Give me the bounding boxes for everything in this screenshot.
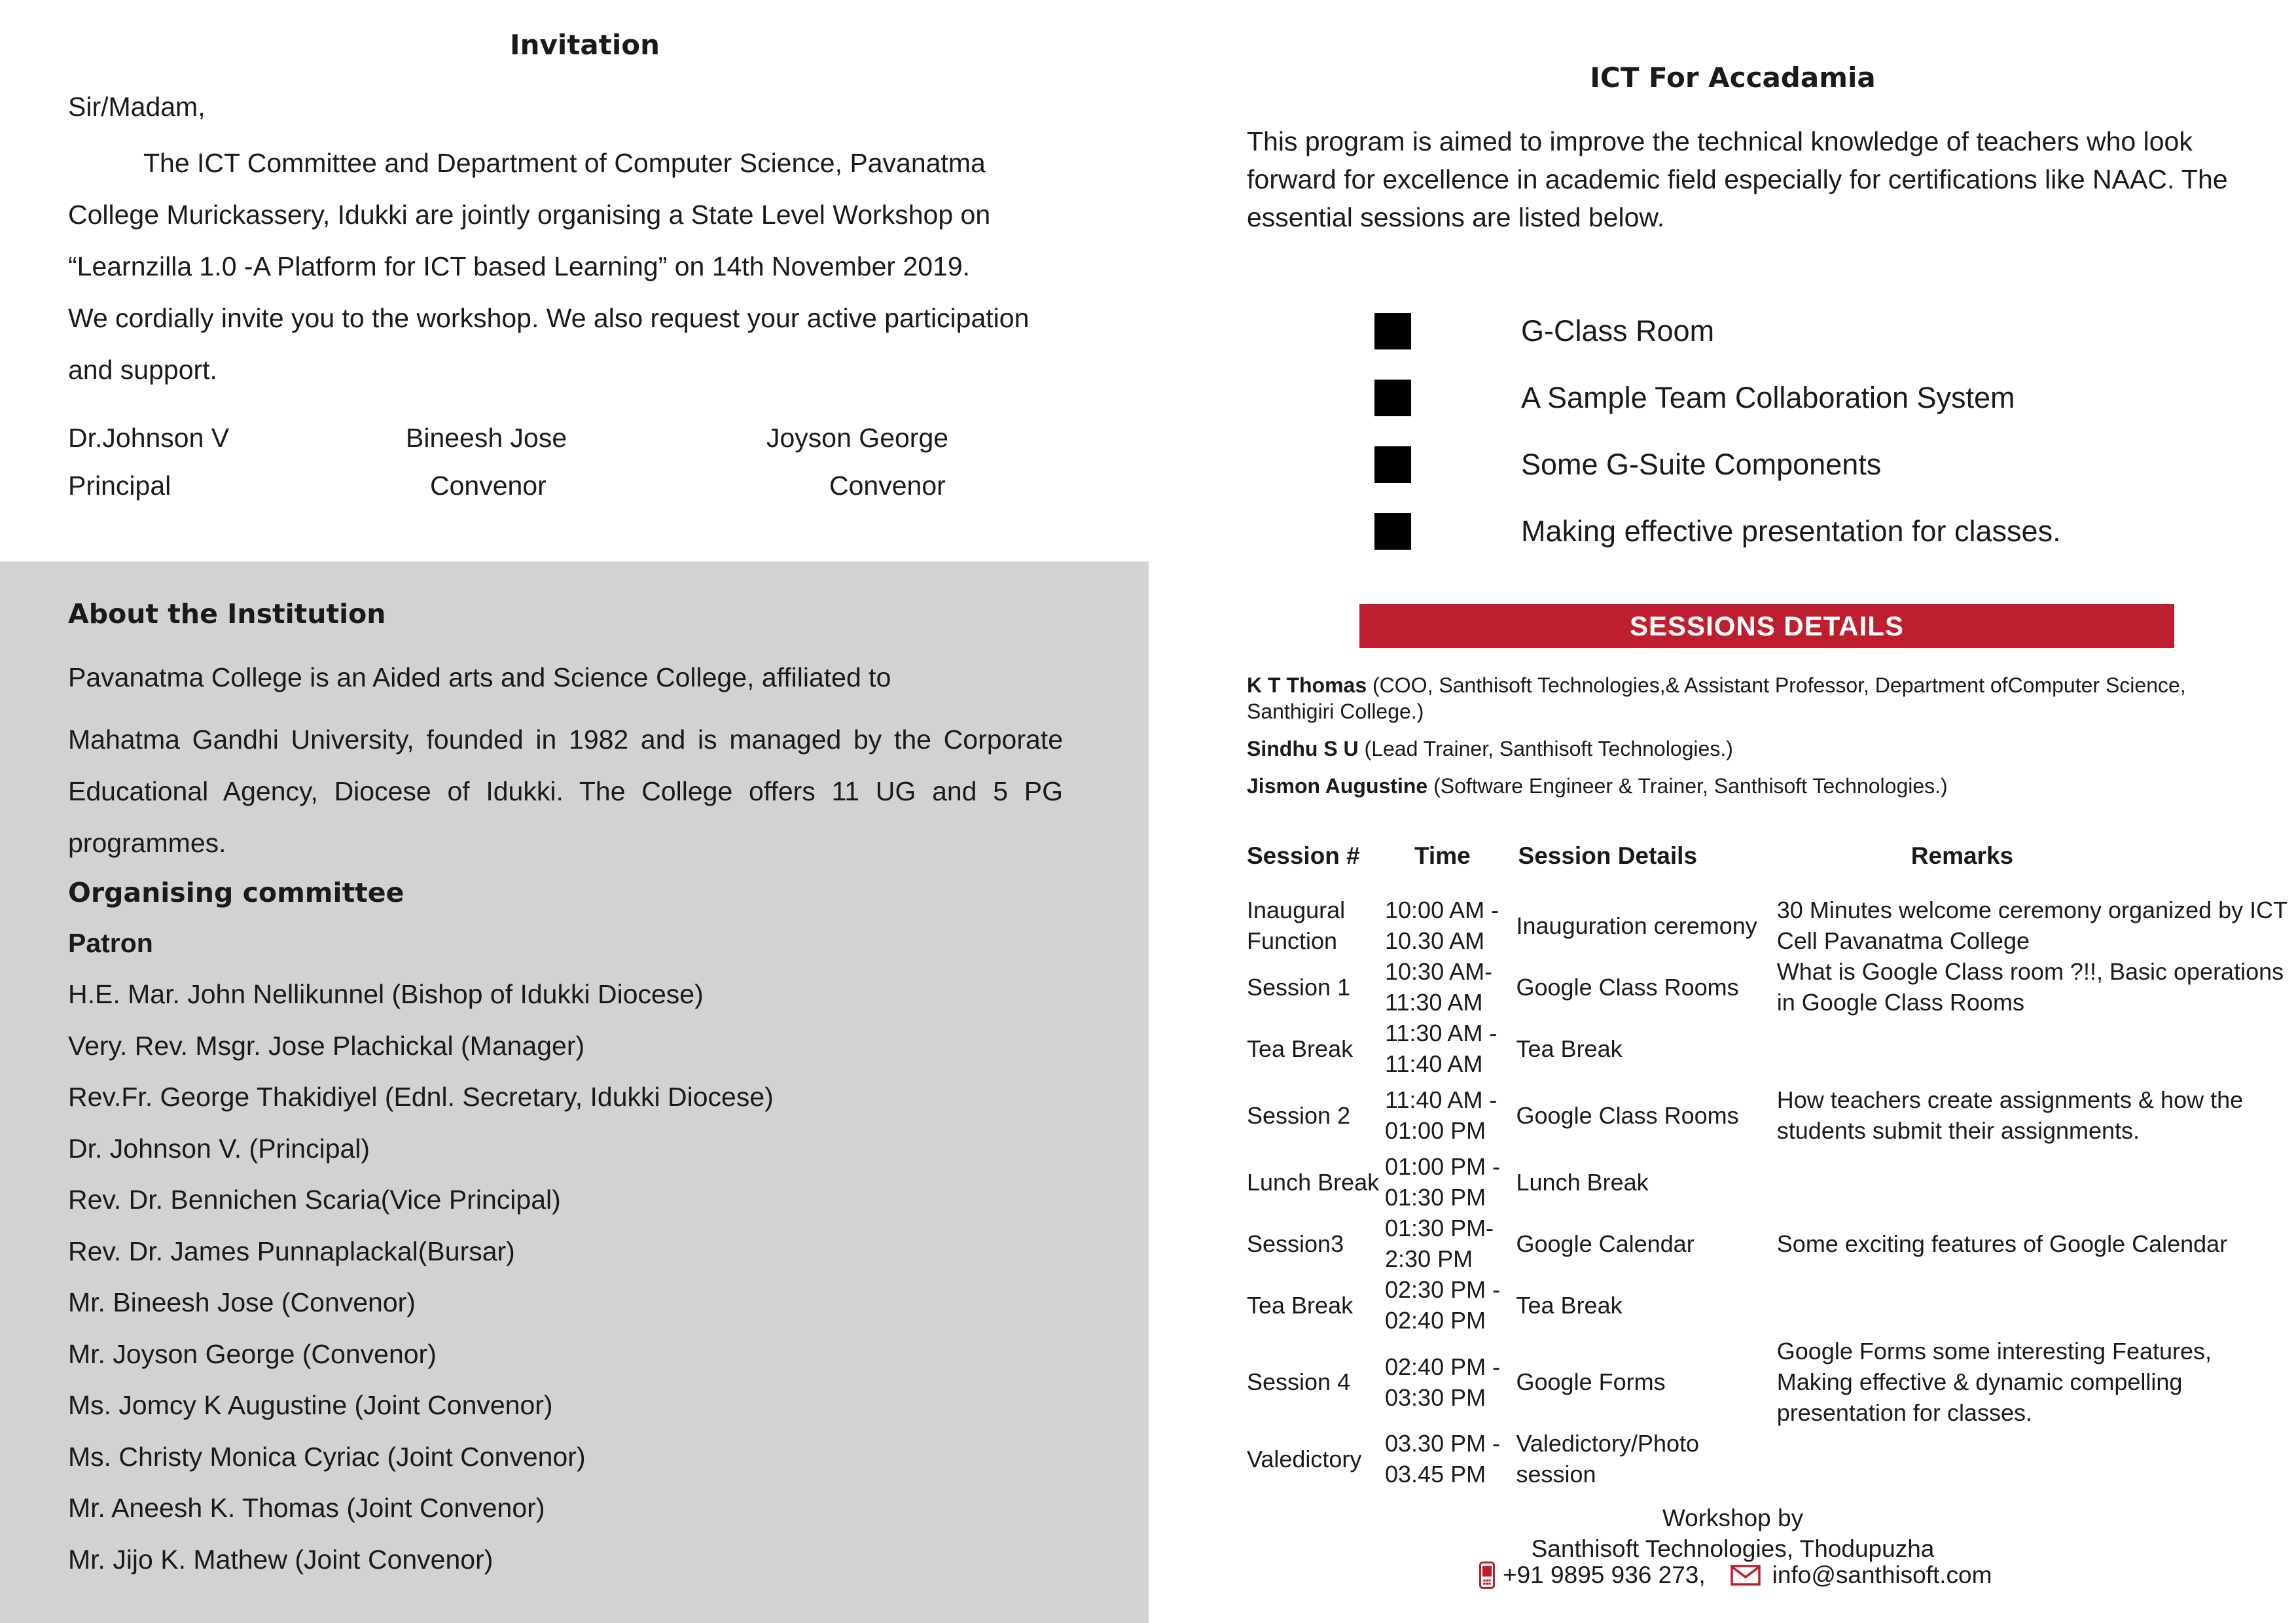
signatory-3-name: Joyson George [766, 423, 949, 453]
about-institution-paragraph: Mahatma Gandhi University, founded in 1982 and is managed by the Corporate Educational Agency, Diocese of Idukki. The College offers 11 UG and 5 PG programmes. [68, 724, 1063, 858]
time-cell: 03.30 PM - 03.45 PM [1385, 1430, 1501, 1488]
program-description: This program is aimed to improve the technical knowledge of teachers who look forward for excellence in academic field especially for certifications like NAAC. The essential sessions are listed below. [1247, 126, 2228, 232]
invitation-paragraph-2: We cordially invite you to the workshop. We also request your active participation and support. [68, 303, 1030, 385]
details-cell: Google Calendar [1516, 1230, 1695, 1257]
session-cell: Session 1 [1247, 973, 1351, 1001]
topic-item [1374, 365, 2061, 431]
committee-member: Rev. Dr. Bennichen Scaria(Vice Principal) [68, 1185, 561, 1215]
time-cell: 01:30 PM- 2:30 PM [1385, 1215, 1494, 1272]
details-cell: Tea Break [1516, 1291, 1623, 1319]
table-row [1247, 1336, 2287, 1428]
invitation-paragraph-1: The ICT Committee and Department of Computer Science, Pavanatma College Murickassery, Idukki are jointly organising a State Level Workshop on “Learnzilla 1.0 -A Platform for ICT based Learning” on 14th November 2019. [68, 148, 991, 281]
envelope-icon [1731, 1565, 1761, 1586]
topic-label: A Sample Team Collaboration System [1521, 381, 2015, 414]
details-cell: Google Class Rooms [1516, 1101, 1739, 1129]
workshop-credit [1170, 1503, 2296, 1564]
topic-label: Some G-Suite Components [1521, 448, 1882, 481]
trainer-name: K T Thomas [1247, 673, 1367, 697]
session-cell: Inaugural Function [1247, 897, 1346, 954]
session-cell: Session3 [1247, 1230, 1344, 1257]
phone-number: +91 9895 936 273, [1503, 1561, 1706, 1588]
session-cell: Valedictory [1247, 1445, 1362, 1472]
trainer-details: (Lead Trainer, Santhisoft Technologies.) [1358, 737, 1733, 760]
committee-member: Ms. Jomcy K Augustine (Joint Convenor) [68, 1390, 553, 1420]
session-schedule-table [1247, 842, 2287, 1489]
committee-member-list [68, 969, 774, 1585]
trainer-details: (COO, Santhisoft Technologies,& Assistant Professor, Department ofComputer Science, Santhigiri College.) [1247, 673, 2186, 723]
committee-member: Mr. Jijo K. Mathew (Joint Convenor) [68, 1544, 493, 1575]
committee-member: H.E. Mar. John Nellikunnel (Bishop of Idukki Diocese) [68, 979, 704, 1009]
table-row [1247, 1018, 2287, 1079]
about-institution-heading: About the Institution [68, 598, 386, 630]
trainer-item [1247, 773, 2268, 799]
topic-item [1374, 431, 2061, 498]
session-cell: Session 2 [1247, 1101, 1351, 1129]
remarks-cell [1777, 1151, 2287, 1213]
trainer-details: (Software Engineer & Trainer, Santhisoft Technologies.) [1427, 774, 1948, 798]
remarks-cell [1777, 1428, 2287, 1489]
column-header-session: Session # [1247, 842, 1360, 869]
trainer-list [1247, 672, 2268, 810]
trainer-item [1247, 672, 2268, 724]
table-row [1247, 956, 2287, 1018]
program-title: ICT For Accadamia [1590, 62, 1876, 94]
topic-item [1374, 298, 2061, 365]
remarks-cell [1777, 1274, 2287, 1336]
signatory-1-role: Principal [68, 471, 171, 501]
email-address: info@santhisoft.com [1772, 1561, 1992, 1588]
details-cell: Google Class Rooms [1516, 973, 1739, 1001]
signatory-2-name: Bineesh Jose [406, 423, 567, 453]
trainer-item [1247, 736, 2268, 762]
square-bullet-icon [1374, 313, 1411, 349]
topic-list [1374, 298, 2061, 565]
session-cell: Session 4 [1247, 1368, 1351, 1395]
committee-member: Rev.Fr. George Thakidiyel (Ednl. Secretary, Idukki Diocese) [68, 1082, 774, 1112]
invitation-body [68, 137, 1037, 396]
invitation-title: Invitation [510, 29, 660, 61]
session-cell: Tea Break [1247, 1035, 1354, 1062]
trainer-name: Jismon Augustine [1247, 774, 1428, 798]
details-cell: Valedictory/Photo session [1516, 1430, 1700, 1488]
time-cell: 10:00 AM - 10.30 AM [1385, 897, 1499, 954]
mobile-phone-icon [1479, 1561, 1495, 1589]
trainer-name: Sindhu S U [1247, 737, 1359, 760]
time-cell: 01:00 PM - 01:30 PM [1385, 1153, 1501, 1211]
time-cell: 02:30 PM - 02:40 PM [1385, 1276, 1501, 1334]
committee-member: Mr. Bineesh Jose (Convenor) [68, 1287, 416, 1317]
table-row [1247, 895, 2287, 956]
organising-committee-heading: Organising committee [68, 877, 404, 908]
workshop-by-label: Workshop by [1662, 1505, 1804, 1531]
sessions-details-banner: SESSIONS DETAILS [1359, 604, 2174, 648]
remarks-cell: Google Forms some interesting Features, Making effective & dynamic compelling presentation for classes. [1776, 1338, 2212, 1426]
about-institution-line: Pavanatma College is an Aided arts and Science College, affiliated to [68, 662, 891, 692]
topic-item [1374, 498, 2061, 565]
topic-label: Making effective presentation for classes. [1521, 514, 2061, 548]
committee-member: Dr. Johnson V. (Principal) [68, 1133, 370, 1164]
table-row [1247, 1151, 2287, 1213]
remarks-cell: How teachers create assignments & how the students submit their assignments. [1776, 1086, 2244, 1144]
topic-label: G-Class Room [1521, 314, 1715, 348]
remarks-cell: What is Google Class room ?!!, Basic operations in Google Class Rooms [1776, 958, 2284, 1016]
square-bullet-icon [1374, 380, 1411, 416]
remarks-cell: 30 Minutes welcome ceremony organized by ICT Cell Pavanatma College [1776, 897, 2287, 954]
time-cell: 02:40 PM - 03:30 PM [1385, 1353, 1501, 1411]
table-header-row [1247, 842, 2287, 880]
remarks-cell [1777, 1018, 2287, 1079]
details-cell: Google Forms [1516, 1368, 1666, 1395]
session-cell: Tea Break [1247, 1291, 1354, 1319]
time-cell: 11:40 AM - 01:00 PM [1385, 1086, 1498, 1144]
signatory-3-role: Convenor [829, 471, 946, 501]
remarks-cell: Some exciting features of Google Calendar [1776, 1230, 2228, 1257]
details-cell: Inauguration ceremony [1516, 912, 1757, 939]
committee-member: Mr. Aneesh K. Thomas (Joint Convenor) [68, 1493, 545, 1523]
column-header-details: Session Details [1518, 842, 1698, 869]
signatory-1-name: Dr.Johnson V [68, 423, 230, 453]
committee-member: Very. Rev. Msgr. Jose Plachickal (Manager) [68, 1030, 585, 1061]
time-cell: 11:30 AM - 11:40 AM [1385, 1020, 1498, 1077]
column-header-time: Time [1414, 842, 1471, 869]
contact-row [1479, 1561, 1992, 1589]
session-cell: Lunch Break [1247, 1168, 1380, 1196]
company-name: Santhisoft Technologies, Thodupuzha [1531, 1535, 1935, 1562]
patron-heading: Patron [68, 928, 153, 958]
table-row [1247, 1274, 2287, 1336]
table-row [1247, 1428, 2287, 1489]
signatory-2-role: Convenor [430, 471, 547, 501]
salutation: Sir/Madam, [68, 92, 206, 122]
committee-member: Mr. Joyson George (Convenor) [68, 1338, 437, 1369]
committee-member: Ms. Christy Monica Cyriac (Joint Convenor) [68, 1441, 586, 1472]
time-cell: 10:30 AM- 11:30 AM [1385, 958, 1493, 1016]
details-cell: Lunch Break [1516, 1168, 1649, 1196]
square-bullet-icon [1374, 513, 1411, 550]
details-cell: Tea Break [1516, 1035, 1623, 1062]
table-row [1247, 1079, 2287, 1151]
committee-member: Rev. Dr. James Punnaplackal(Bursar) [68, 1236, 515, 1266]
column-header-remarks: Remarks [1910, 842, 2014, 869]
table-row [1247, 1213, 2287, 1274]
square-bullet-icon [1374, 446, 1411, 483]
